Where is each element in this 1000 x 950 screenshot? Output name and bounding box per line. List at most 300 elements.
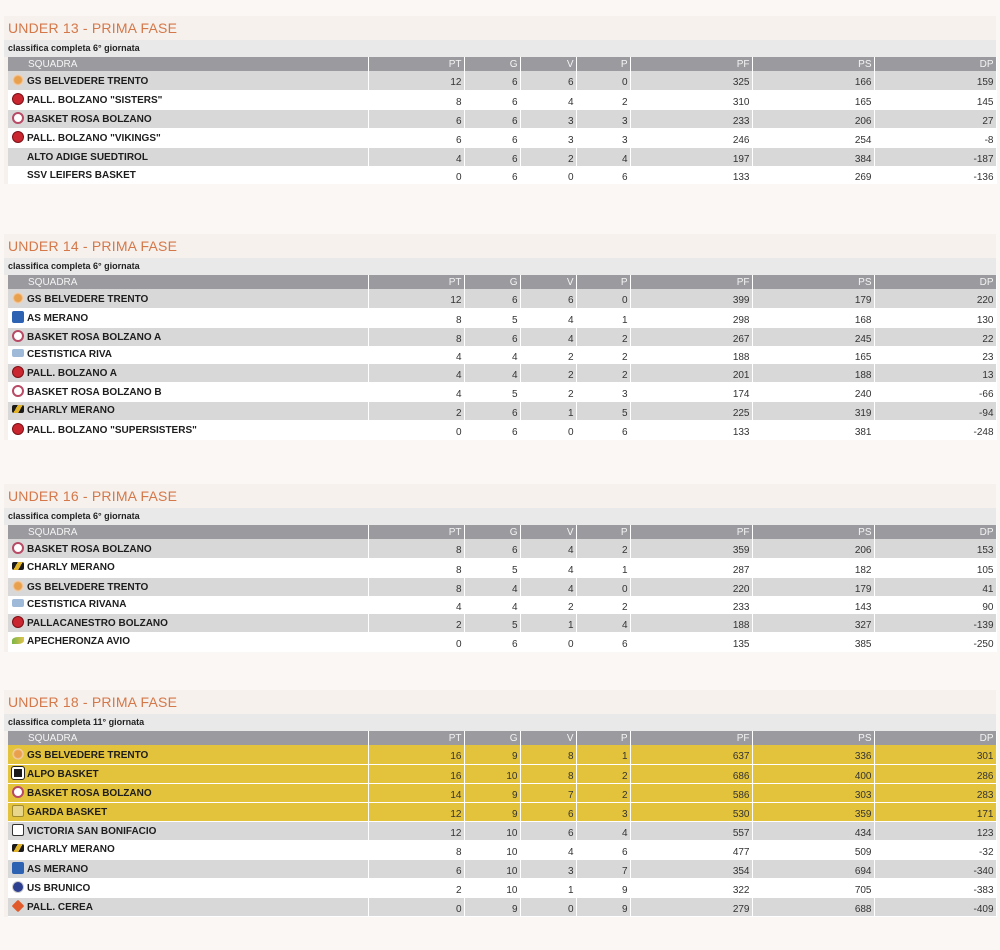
column-header-pf: PF	[630, 525, 752, 539]
rosa-logo	[12, 786, 24, 798]
charly-logo	[12, 405, 24, 413]
team-name: GS BELVEDERE TRENTO	[27, 749, 149, 761]
stat-v: 6	[520, 821, 576, 840]
stat-pf: 133	[630, 420, 752, 439]
stat-dp: 171	[874, 802, 996, 821]
stat-p: 2	[576, 327, 630, 346]
stat-ps: 179	[752, 289, 874, 308]
column-header-ps: PS	[752, 275, 874, 289]
stat-pt: 16	[368, 764, 464, 783]
stat-pt: 16	[368, 745, 464, 764]
stat-ps: 400	[752, 764, 874, 783]
merano-logo	[12, 862, 24, 874]
stat-pt: 0	[368, 632, 464, 651]
stat-pt: 4	[368, 363, 464, 382]
stat-pf: 267	[630, 327, 752, 346]
stat-dp: -409	[874, 897, 996, 916]
column-header-dp: DP	[874, 525, 996, 539]
stat-pt: 0	[368, 897, 464, 916]
riva-logo	[12, 599, 24, 607]
stat-dp: -187	[874, 147, 996, 166]
stat-g: 6	[464, 147, 520, 166]
stat-pf: 310	[630, 90, 752, 109]
stat-v: 0	[520, 420, 576, 439]
stat-p: 3	[576, 802, 630, 821]
stat-ps: 327	[752, 613, 874, 632]
column-header-pf: PF	[630, 731, 752, 745]
stat-pf: 298	[630, 308, 752, 327]
stat-pf: 477	[630, 840, 752, 859]
column-header-g: G	[464, 525, 520, 539]
stat-pt: 12	[368, 802, 464, 821]
stat-pt: 8	[368, 539, 464, 558]
stat-v: 6	[520, 802, 576, 821]
stat-dp: 13	[874, 363, 996, 382]
stat-ps: 182	[752, 558, 874, 577]
stat-v: 8	[520, 745, 576, 764]
stat-ps: 254	[752, 128, 874, 147]
stat-ps: 269	[752, 166, 874, 183]
table-row	[8, 802, 996, 821]
table-row	[8, 539, 996, 558]
team-cell	[8, 289, 368, 308]
stat-pt: 12	[368, 71, 464, 90]
stat-pt: 4	[368, 346, 464, 363]
stat-p: 5	[576, 401, 630, 420]
stat-p: 2	[576, 90, 630, 109]
stat-g: 5	[464, 558, 520, 577]
column-header-pt: PT	[368, 57, 464, 71]
team-cell	[8, 897, 368, 916]
stat-pt: 8	[368, 840, 464, 859]
stat-pf: 322	[630, 878, 752, 897]
stat-v: 3	[520, 128, 576, 147]
team-name: GARDA BASKET	[27, 807, 108, 818]
stat-v: 2	[520, 147, 576, 166]
table-row	[8, 109, 996, 128]
team-name: BASKET ROSA BOLZANO	[27, 114, 152, 125]
stat-g: 5	[464, 308, 520, 327]
stat-p: 2	[576, 346, 630, 363]
stat-pf: 188	[630, 613, 752, 632]
stat-p: 3	[576, 109, 630, 128]
team-name: PALL. BOLZANO "SUPERSISTERS"	[27, 425, 197, 436]
stat-dp: -248	[874, 420, 996, 439]
team-cell	[8, 821, 368, 840]
stat-p: 6	[576, 632, 630, 651]
rosa-logo	[12, 330, 24, 342]
stat-g: 6	[464, 420, 520, 439]
table-row	[8, 878, 996, 897]
team-cell	[8, 878, 368, 897]
stat-v: 0	[520, 632, 576, 651]
stat-g: 6	[464, 90, 520, 109]
stat-pf: 225	[630, 401, 752, 420]
stat-ps: 384	[752, 147, 874, 166]
column-header-pf: PF	[630, 275, 752, 289]
stat-pf: 686	[630, 764, 752, 783]
stat-g: 6	[464, 71, 520, 90]
stat-p: 2	[576, 539, 630, 558]
victoria-logo	[12, 824, 24, 836]
stat-pf: 637	[630, 745, 752, 764]
stat-dp: -383	[874, 878, 996, 897]
stat-g: 6	[464, 166, 520, 183]
stat-p: 3	[576, 128, 630, 147]
team-cell	[8, 327, 368, 346]
table-row	[8, 382, 996, 401]
stat-g: 6	[464, 327, 520, 346]
stat-v: 2	[520, 382, 576, 401]
team-cell	[8, 859, 368, 878]
stat-dp: -66	[874, 382, 996, 401]
stat-p: 6	[576, 420, 630, 439]
merano-logo	[12, 311, 24, 323]
belvedere-logo	[12, 74, 24, 86]
stat-p: 6	[576, 166, 630, 183]
team-name: CESTISTICA RIVANA	[27, 599, 127, 610]
standings-section	[4, 234, 996, 440]
belvedere-logo	[12, 748, 24, 760]
stat-pf: 201	[630, 363, 752, 382]
stat-dp: 105	[874, 558, 996, 577]
stat-g: 6	[464, 539, 520, 558]
stat-p: 4	[576, 821, 630, 840]
column-header-v: V	[520, 525, 576, 539]
stat-v: 3	[520, 109, 576, 128]
stat-g: 10	[464, 878, 520, 897]
team-cell	[8, 346, 368, 363]
stat-ps: 168	[752, 308, 874, 327]
table-header-row	[8, 57, 996, 71]
stat-pt: 4	[368, 596, 464, 613]
stat-ps: 143	[752, 596, 874, 613]
stat-p: 2	[576, 363, 630, 382]
table-row	[8, 71, 996, 90]
stat-ps: 705	[752, 878, 874, 897]
stat-p: 6	[576, 840, 630, 859]
team-name: SSV LEIFERS BASKET	[27, 170, 136, 181]
stat-pt: 6	[368, 109, 464, 128]
table-header-row	[8, 525, 996, 539]
column-header-pt: PT	[368, 275, 464, 289]
stat-g: 6	[464, 401, 520, 420]
team-cell	[8, 382, 368, 401]
column-header-v: V	[520, 731, 576, 745]
stat-pt: 0	[368, 166, 464, 183]
standings-section	[4, 484, 996, 652]
empty-logo-slot	[12, 168, 24, 180]
table-row	[8, 577, 996, 596]
team-cell	[8, 90, 368, 109]
team-cell	[8, 71, 368, 90]
stat-pt: 0	[368, 420, 464, 439]
table-row	[8, 289, 996, 308]
team-name: ALTO ADIGE SUEDTIROL	[27, 152, 148, 163]
team-name: CHARLY MERANO	[27, 405, 115, 416]
stat-pf: 279	[630, 897, 752, 916]
stat-pf: 354	[630, 859, 752, 878]
team-cell	[8, 764, 368, 783]
stat-p: 2	[576, 783, 630, 802]
standings-section	[4, 16, 996, 184]
stat-p: 0	[576, 71, 630, 90]
stat-g: 10	[464, 764, 520, 783]
section-subtitle: classifica completa 6° giornata	[4, 258, 996, 275]
stat-pt: 2	[368, 878, 464, 897]
stat-dp: 27	[874, 109, 996, 128]
belvedere-logo	[12, 580, 24, 592]
stat-p: 1	[576, 308, 630, 327]
column-header-v: V	[520, 275, 576, 289]
team-cell	[8, 147, 368, 166]
team-cell	[8, 745, 368, 764]
team-cell	[8, 596, 368, 613]
stat-ps: 303	[752, 783, 874, 802]
stat-g: 4	[464, 346, 520, 363]
team-name: ALPO BASKET	[27, 769, 99, 780]
column-header-pf: PF	[630, 57, 752, 71]
stat-p: 1	[576, 558, 630, 577]
stat-ps: 336	[752, 745, 874, 764]
team-name: AS MERANO	[27, 313, 89, 324]
stat-p: 0	[576, 577, 630, 596]
team-cell	[8, 308, 368, 327]
team-name: BASKET ROSA BOLZANO	[27, 543, 152, 555]
team-name: APECHERONZA AVIO	[27, 636, 130, 647]
team-name: BASKET ROSA BOLZANO B	[27, 387, 162, 398]
stat-dp: 283	[874, 783, 996, 802]
team-name: GS BELVEDERE TRENTO	[27, 75, 149, 87]
stat-pf: 586	[630, 783, 752, 802]
team-name: AS MERANO	[27, 864, 89, 875]
stat-g: 6	[464, 109, 520, 128]
stat-g: 9	[464, 897, 520, 916]
stat-dp: 41	[874, 577, 996, 596]
section-subtitle: classifica completa 6° giornata	[4, 40, 996, 57]
stat-g: 9	[464, 802, 520, 821]
stat-p: 7	[576, 859, 630, 878]
table-row	[8, 764, 996, 783]
stat-v: 1	[520, 401, 576, 420]
column-header-dp: DP	[874, 275, 996, 289]
stat-dp: 145	[874, 90, 996, 109]
stat-v: 0	[520, 897, 576, 916]
stat-pf: 188	[630, 346, 752, 363]
stat-ps: 245	[752, 327, 874, 346]
column-header-squadra: SQUADRA	[8, 57, 368, 71]
stat-pf: 246	[630, 128, 752, 147]
stat-dp: -94	[874, 401, 996, 420]
stat-pt: 4	[368, 382, 464, 401]
stat-ps: 188	[752, 363, 874, 382]
stat-v: 4	[520, 840, 576, 859]
stat-g: 4	[464, 577, 520, 596]
stat-g: 5	[464, 382, 520, 401]
column-header-dp: DP	[874, 731, 996, 745]
stat-dp: 301	[874, 745, 996, 764]
stat-pt: 8	[368, 308, 464, 327]
charly-logo	[12, 844, 24, 852]
bolzano-logo	[12, 131, 24, 143]
team-name: GS BELVEDERE TRENTO	[27, 293, 149, 305]
team-cell	[8, 558, 368, 577]
team-name: US BRUNICO	[27, 883, 91, 894]
bolzano-logo	[12, 366, 24, 378]
standings-section	[4, 690, 996, 917]
stat-pt: 8	[368, 327, 464, 346]
team-name: BASKET ROSA BOLZANO A	[27, 332, 162, 343]
column-header-squadra: SQUADRA	[8, 731, 368, 745]
stat-p: 4	[576, 613, 630, 632]
stat-ps: 434	[752, 821, 874, 840]
section-title: UNDER 14 - PRIMA FASE	[8, 238, 178, 254]
stat-v: 4	[520, 558, 576, 577]
rosa-logo	[12, 385, 24, 397]
stat-dp: 220	[874, 289, 996, 308]
stat-g: 4	[464, 596, 520, 613]
column-header-dp: DP	[874, 57, 996, 71]
table-row	[8, 363, 996, 382]
stat-v: 1	[520, 878, 576, 897]
stat-pt: 12	[368, 289, 464, 308]
team-name: PALL. BOLZANO "SISTERS"	[27, 95, 163, 106]
stat-pt: 6	[368, 128, 464, 147]
column-header-squadra: SQUADRA	[8, 275, 368, 289]
team-name: VICTORIA SAN BONIFACIO	[27, 826, 157, 837]
team-name: CHARLY MERANO	[27, 562, 115, 573]
stat-v: 4	[520, 90, 576, 109]
stat-ps: 694	[752, 859, 874, 878]
stat-v: 3	[520, 859, 576, 878]
stat-dp: -8	[874, 128, 996, 147]
table-row	[8, 90, 996, 109]
section-title: UNDER 13 - PRIMA FASE	[8, 20, 178, 36]
stat-dp: -32	[874, 840, 996, 859]
section-title: UNDER 18 - PRIMA FASE	[8, 694, 178, 710]
team-cell	[8, 166, 368, 183]
stat-ps: 166	[752, 71, 874, 90]
stat-v: 4	[520, 308, 576, 327]
stat-ps: 206	[752, 109, 874, 128]
stat-v: 2	[520, 596, 576, 613]
column-header-squadra: SQUADRA	[8, 525, 368, 539]
table-row	[8, 327, 996, 346]
stat-pf: 287	[630, 558, 752, 577]
avio-logo	[12, 637, 24, 644]
stat-pt: 14	[368, 783, 464, 802]
stat-p: 0	[576, 289, 630, 308]
stat-dp: 23	[874, 346, 996, 363]
team-name: PALL. BOLZANO A	[27, 368, 117, 379]
stat-v: 4	[520, 327, 576, 346]
belvedere-logo	[12, 292, 24, 304]
stat-p: 4	[576, 147, 630, 166]
stat-v: 6	[520, 289, 576, 308]
charly-logo	[12, 562, 24, 570]
team-cell	[8, 420, 368, 439]
column-header-g: G	[464, 731, 520, 745]
garda-logo	[12, 805, 24, 817]
team-name: PALLACANESTRO BOLZANO	[27, 618, 168, 629]
table-row	[8, 166, 996, 183]
standings-table	[8, 275, 997, 440]
stat-pf: 399	[630, 289, 752, 308]
stat-p: 3	[576, 382, 630, 401]
stat-pt: 8	[368, 558, 464, 577]
stat-pt: 2	[368, 401, 464, 420]
section-title: UNDER 16 - PRIMA FASE	[8, 488, 178, 504]
stat-v: 2	[520, 363, 576, 382]
stat-g: 10	[464, 859, 520, 878]
column-header-p: P	[576, 57, 630, 71]
table-row	[8, 745, 996, 764]
stat-p: 9	[576, 897, 630, 916]
table-row	[8, 596, 996, 613]
rosa-logo	[12, 542, 24, 554]
stat-dp: 123	[874, 821, 996, 840]
team-name: PALL. CEREA	[27, 902, 93, 913]
team-cell	[8, 802, 368, 821]
team-cell	[8, 840, 368, 859]
stat-ps: 381	[752, 420, 874, 439]
stat-ps: 165	[752, 90, 874, 109]
stat-p: 9	[576, 878, 630, 897]
stat-g: 10	[464, 840, 520, 859]
column-header-pt: PT	[368, 525, 464, 539]
stat-dp: 22	[874, 327, 996, 346]
stat-dp: 153	[874, 539, 996, 558]
stat-g: 6	[464, 128, 520, 147]
stat-g: 4	[464, 363, 520, 382]
stat-dp: -136	[874, 166, 996, 183]
stat-pf: 135	[630, 632, 752, 651]
table-row	[8, 420, 996, 439]
stat-pf: 220	[630, 577, 752, 596]
stat-dp: 286	[874, 764, 996, 783]
column-header-p: P	[576, 525, 630, 539]
team-name: PALL. BOLZANO "VIKINGS"	[27, 133, 161, 144]
standings-table	[8, 57, 997, 184]
stat-dp: 159	[874, 71, 996, 90]
stat-ps: 165	[752, 346, 874, 363]
stat-ps: 359	[752, 802, 874, 821]
table-row	[8, 128, 996, 147]
stat-ps: 319	[752, 401, 874, 420]
stat-dp: -340	[874, 859, 996, 878]
column-header-v: V	[520, 57, 576, 71]
bolzano-logo	[12, 93, 24, 105]
bolzano-logo	[12, 423, 24, 435]
cerea-logo	[12, 900, 25, 913]
table-row	[8, 783, 996, 802]
stat-pf: 197	[630, 147, 752, 166]
column-header-p: P	[576, 731, 630, 745]
stat-pt: 6	[368, 859, 464, 878]
stat-v: 4	[520, 539, 576, 558]
team-cell	[8, 613, 368, 632]
team-cell	[8, 539, 368, 558]
team-cell	[8, 363, 368, 382]
stat-ps: 240	[752, 382, 874, 401]
stat-ps: 385	[752, 632, 874, 651]
rosa-logo	[12, 112, 24, 124]
table-row	[8, 821, 996, 840]
table-row	[8, 859, 996, 878]
stat-pf: 233	[630, 109, 752, 128]
column-header-g: G	[464, 57, 520, 71]
stat-v: 4	[520, 577, 576, 596]
